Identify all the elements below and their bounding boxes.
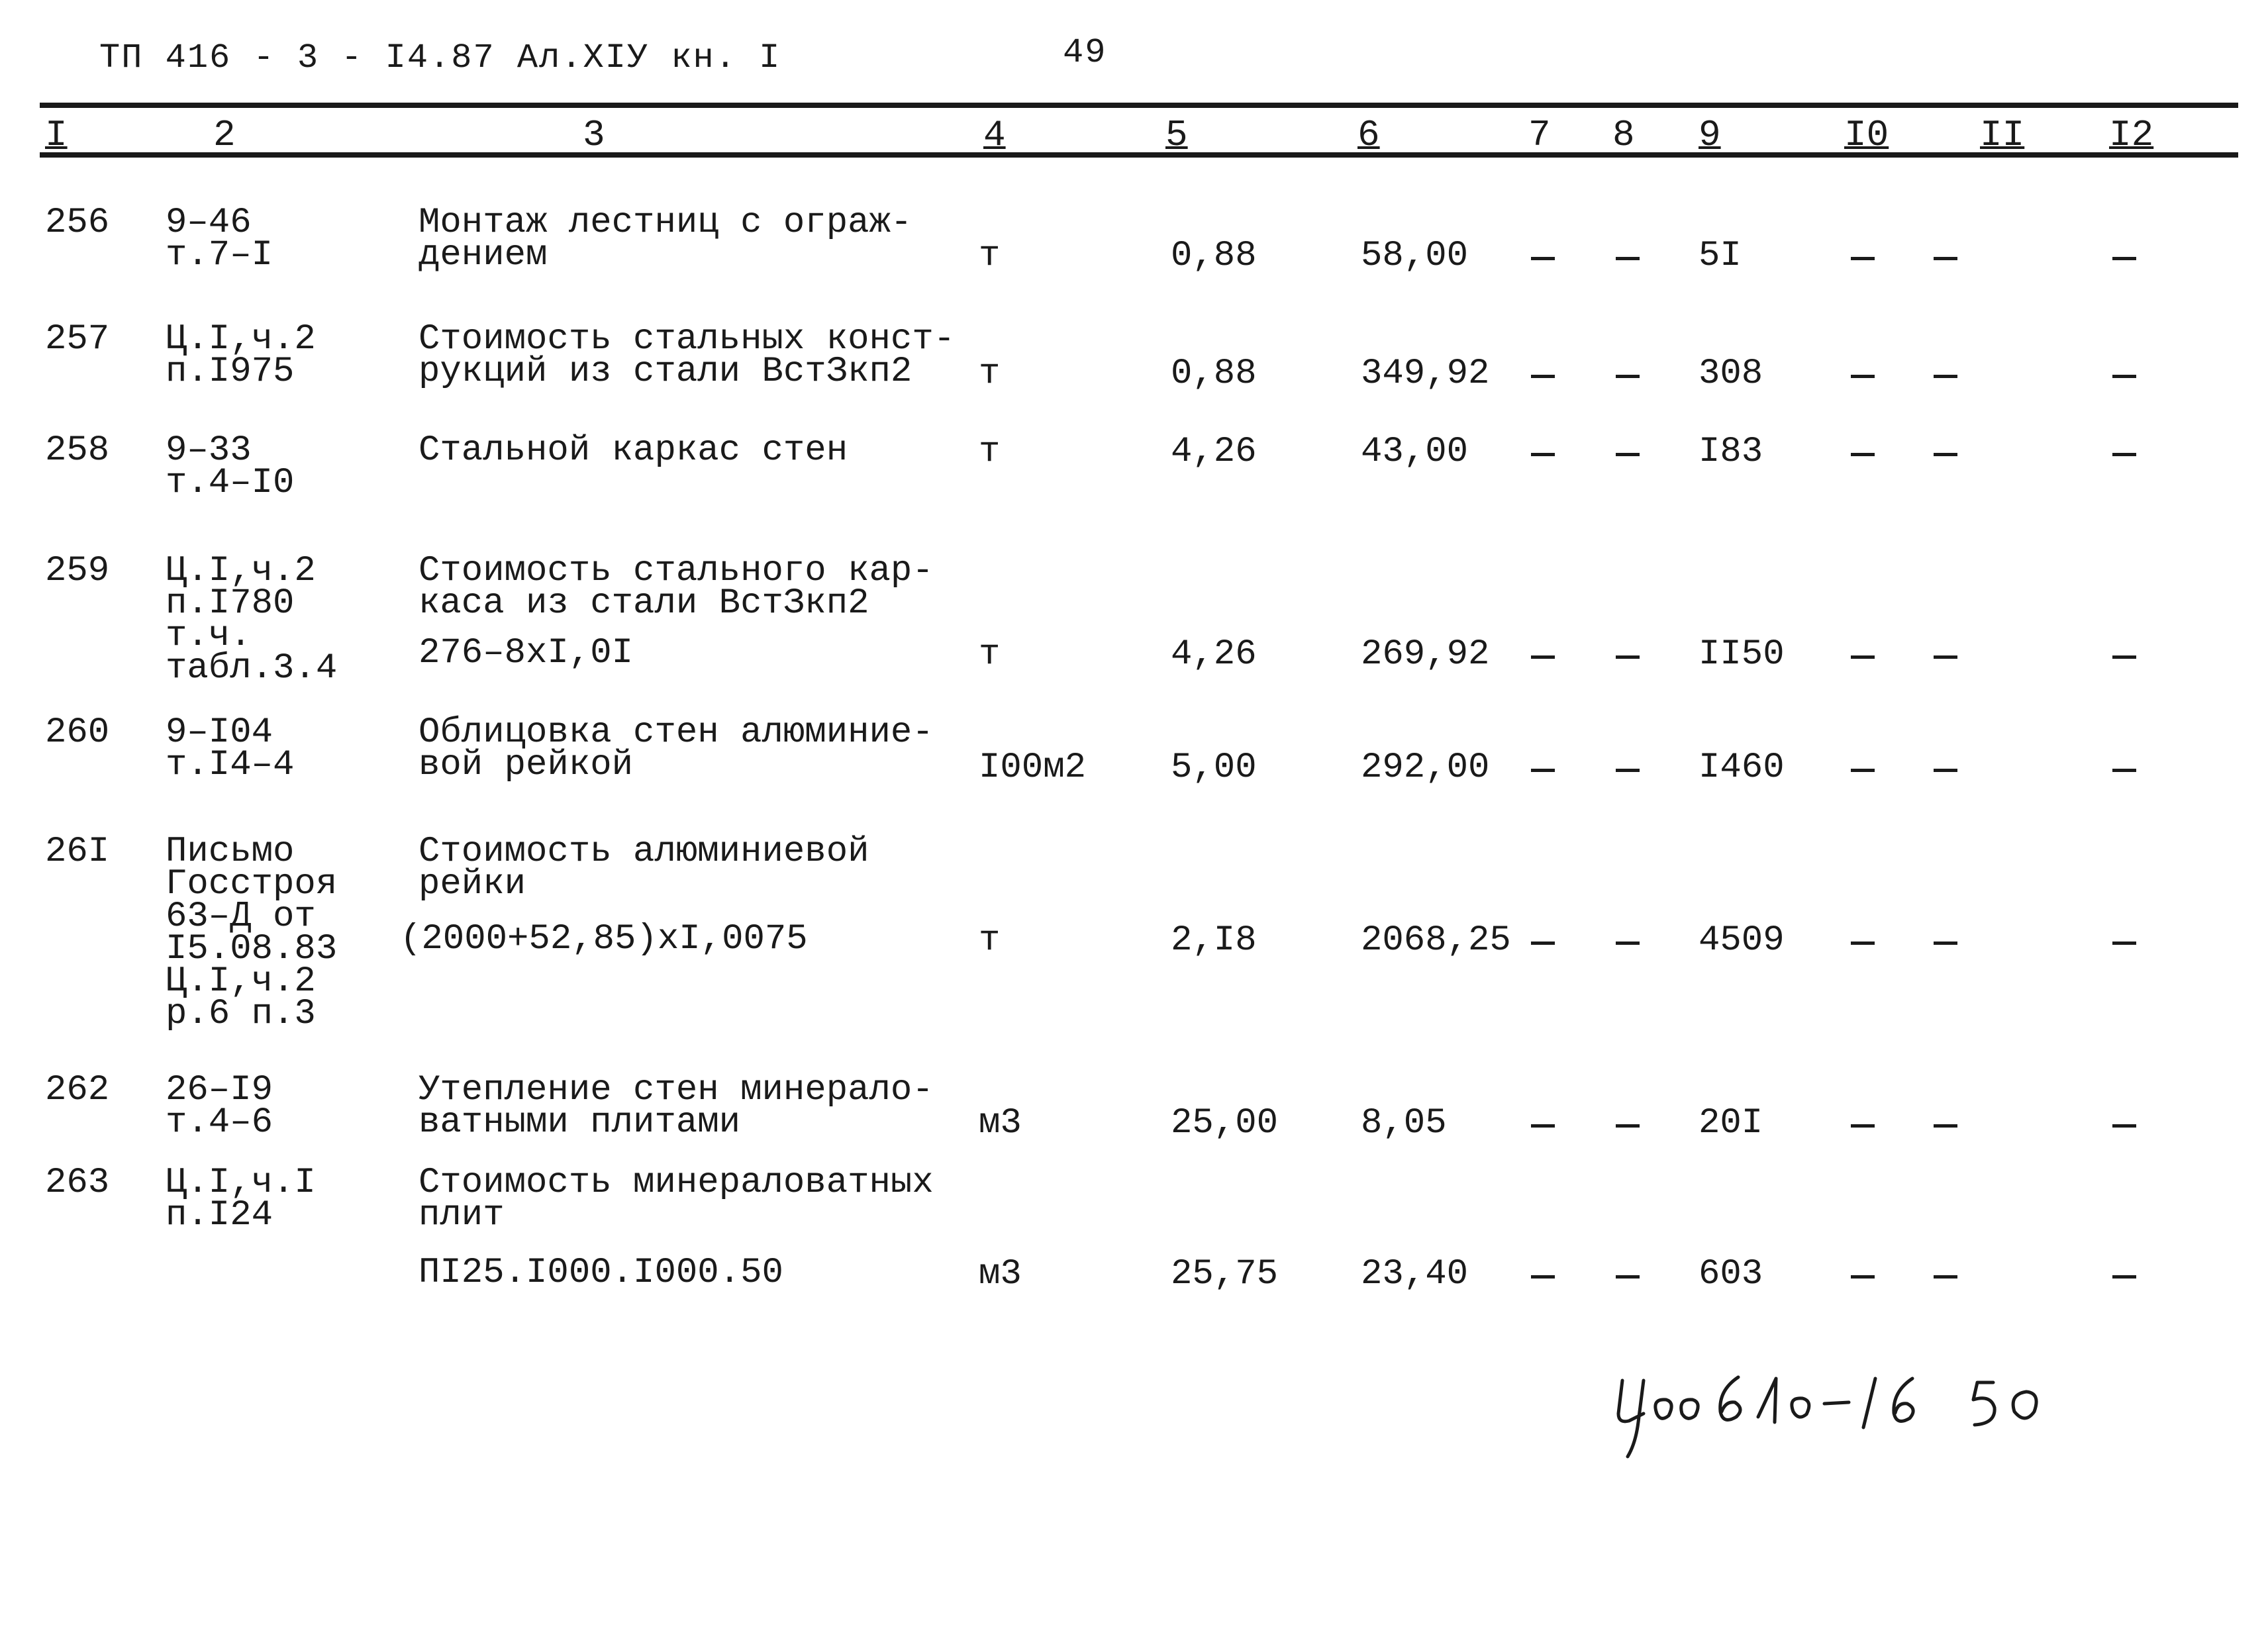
- work-description: рейки: [419, 864, 526, 904]
- empty-value-dash: [1616, 453, 1640, 456]
- unit-price: 349,92: [1361, 354, 1490, 394]
- empty-value-dash: [1934, 375, 1957, 378]
- row-number: 26І: [45, 832, 110, 872]
- row-number: 262: [45, 1070, 110, 1110]
- unit-of-measure: т: [979, 920, 1001, 961]
- unit-price: 58,00: [1361, 236, 1469, 276]
- empty-value-dash: [1851, 375, 1875, 378]
- empty-value-dash: [2112, 655, 2136, 659]
- col-8-header: 8: [1612, 114, 1635, 156]
- empty-value-dash: [1616, 375, 1640, 378]
- work-description: Монтаж лестниц с ограж-: [419, 203, 912, 243]
- col-10-header: І0: [1844, 114, 1889, 156]
- handwritten-signature: [1609, 1351, 2112, 1470]
- quantity: 2,І8: [1171, 920, 1257, 961]
- normative-reference: Ц.І,ч.2: [166, 961, 316, 1002]
- col-9-header: 9: [1699, 114, 1721, 156]
- empty-value-dash: [1851, 769, 1875, 772]
- work-description: Стоимость алюминиевой: [419, 832, 869, 872]
- page-number: 49: [1063, 33, 1107, 72]
- col-5-header: 5: [1165, 114, 1188, 156]
- col-1-header: І: [45, 114, 68, 156]
- unit-of-measure: т: [979, 634, 1001, 675]
- empty-value-dash: [1531, 655, 1555, 659]
- work-description: Утепление стен минерало-: [419, 1070, 934, 1110]
- work-description: Стоимость минераловатных: [419, 1163, 934, 1203]
- empty-value-dash: [1851, 942, 1875, 945]
- quantity: 5,00: [1171, 748, 1257, 788]
- quantity: 25,00: [1171, 1103, 1279, 1143]
- normative-reference: 9–33: [166, 430, 252, 471]
- empty-value-dash: [1851, 655, 1875, 659]
- empty-value-dash: [1531, 1275, 1555, 1279]
- empty-value-dash: [1531, 769, 1555, 772]
- work-description: каса из стали ВстЗкп2: [419, 583, 869, 624]
- unit-price: 269,92: [1361, 634, 1490, 675]
- normative-reference: т.7–І: [166, 235, 273, 275]
- empty-value-dash: [1934, 942, 1957, 945]
- normative-reference: 9–І04: [166, 712, 273, 753]
- normative-reference: Ц.І,ч.2: [166, 319, 316, 360]
- empty-value-dash: [2112, 375, 2136, 378]
- total-cost: 603: [1699, 1254, 1763, 1294]
- unit-price: 8,05: [1361, 1103, 1447, 1143]
- row-number: 260: [45, 712, 110, 753]
- empty-value-dash: [1934, 769, 1957, 772]
- normative-reference: т.4–6: [166, 1102, 273, 1143]
- quantity: 4,26: [1171, 432, 1257, 472]
- col-7-header: 7: [1528, 114, 1551, 156]
- normative-reference: Госстроя: [166, 864, 338, 904]
- total-cost: 5І: [1699, 236, 1742, 276]
- work-description: вой рейкой: [419, 745, 634, 785]
- empty-value-dash: [2112, 257, 2136, 260]
- work-description: Стальной каркас стен: [419, 430, 848, 471]
- normative-reference: р.6 п.3: [166, 994, 316, 1034]
- unit-of-measure: м3: [979, 1103, 1022, 1143]
- col-12-header: І2: [2109, 114, 2154, 156]
- total-cost: 4509: [1699, 920, 1785, 961]
- empty-value-dash: [2112, 1275, 2136, 1279]
- empty-value-dash: [2112, 769, 2136, 772]
- col-6-header: 6: [1357, 114, 1380, 156]
- empty-value-dash: [1934, 257, 1957, 260]
- empty-value-dash: [1934, 1275, 1957, 1279]
- quantity: 25,75: [1171, 1254, 1279, 1294]
- empty-value-dash: [1851, 1124, 1875, 1128]
- empty-value-dash: [1531, 257, 1555, 260]
- work-description: плит: [419, 1195, 505, 1235]
- quantity: 4,26: [1171, 634, 1257, 675]
- normative-reference: п.І975: [166, 352, 295, 392]
- empty-value-dash: [1616, 655, 1640, 659]
- quantity: 0,88: [1171, 354, 1257, 394]
- normative-reference: 9–46: [166, 203, 252, 243]
- normative-reference: 26–І9: [166, 1070, 273, 1110]
- unit-price: 23,40: [1361, 1254, 1469, 1294]
- empty-value-dash: [2112, 1124, 2136, 1128]
- total-cost: І460: [1699, 748, 1785, 788]
- normative-reference: табл.3.4: [166, 648, 338, 689]
- empty-value-dash: [1531, 942, 1555, 945]
- work-description-formula: 276–8хІ,0І: [419, 633, 634, 673]
- empty-value-dash: [1851, 257, 1875, 260]
- work-description-formula: ПІ25.І000.І000.50: [419, 1253, 783, 1293]
- total-cost: І83: [1699, 432, 1763, 472]
- table-top-rule: [40, 103, 2238, 108]
- normative-reference: 63–Д от: [166, 896, 316, 937]
- normative-reference: І5.08.83: [166, 929, 338, 969]
- row-number: 257: [45, 319, 110, 360]
- work-description: ватными плитами: [419, 1102, 741, 1143]
- empty-value-dash: [1531, 375, 1555, 378]
- unit-of-measure: т: [979, 354, 1001, 394]
- col-2-header: 2: [213, 114, 236, 156]
- unit-of-measure: І00м2: [979, 748, 1087, 788]
- work-description: дением: [419, 235, 548, 275]
- empty-value-dash: [1851, 1275, 1875, 1279]
- work-description-formula: (2000+52,85)хІ,0075: [400, 919, 808, 959]
- unit-price: 2068,25: [1361, 920, 1511, 961]
- empty-value-dash: [1616, 1275, 1640, 1279]
- col-4-header: 4: [983, 114, 1006, 156]
- empty-value-dash: [1616, 942, 1640, 945]
- work-description: Облицовка стен алюминие-: [419, 712, 934, 753]
- row-number: 258: [45, 430, 110, 471]
- empty-value-dash: [1934, 655, 1957, 659]
- empty-value-dash: [1851, 453, 1875, 456]
- work-description: рукций из стали ВстЗкп2: [419, 352, 912, 392]
- total-cost: ІІ50: [1699, 634, 1785, 675]
- col-11-header: ІІ: [1980, 114, 2025, 156]
- table-header-rule: [40, 152, 2238, 158]
- quantity: 0,88: [1171, 236, 1257, 276]
- empty-value-dash: [1934, 1124, 1957, 1128]
- unit-price: 43,00: [1361, 432, 1469, 472]
- unit-of-measure: т: [979, 432, 1001, 472]
- empty-value-dash: [1616, 257, 1640, 260]
- normative-reference: т.4–І0: [166, 463, 295, 503]
- empty-value-dash: [2112, 453, 2136, 456]
- col-3-header: 3: [583, 114, 605, 156]
- work-description: Стоимость стальных конст-: [419, 319, 956, 360]
- empty-value-dash: [2112, 942, 2136, 945]
- empty-value-dash: [1531, 453, 1555, 456]
- unit-of-measure: т: [979, 236, 1001, 276]
- normative-reference: т.ч.: [166, 616, 252, 656]
- total-cost: 308: [1699, 354, 1763, 394]
- row-number: 263: [45, 1163, 110, 1203]
- row-number: 256: [45, 203, 110, 243]
- total-cost: 20І: [1699, 1103, 1763, 1143]
- empty-value-dash: [1531, 1124, 1555, 1128]
- empty-value-dash: [1616, 1124, 1640, 1128]
- unit-of-measure: м3: [979, 1254, 1022, 1294]
- normative-reference: п.І780: [166, 583, 295, 624]
- normative-reference: Ц.І,ч.І: [166, 1163, 316, 1203]
- document-reference: ТП 416 - 3 - І4.87 Ал.XIУ кн. І: [99, 38, 781, 77]
- work-description: Стоимость стального кар-: [419, 551, 934, 591]
- empty-value-dash: [1616, 769, 1640, 772]
- empty-value-dash: [1934, 453, 1957, 456]
- unit-price: 292,00: [1361, 748, 1490, 788]
- normative-reference: п.І24: [166, 1195, 273, 1235]
- normative-reference: Ц.І,ч.2: [166, 551, 316, 591]
- row-number: 259: [45, 551, 110, 591]
- normative-reference: т.І4–4: [166, 745, 295, 785]
- normative-reference: Письмо: [166, 832, 295, 872]
